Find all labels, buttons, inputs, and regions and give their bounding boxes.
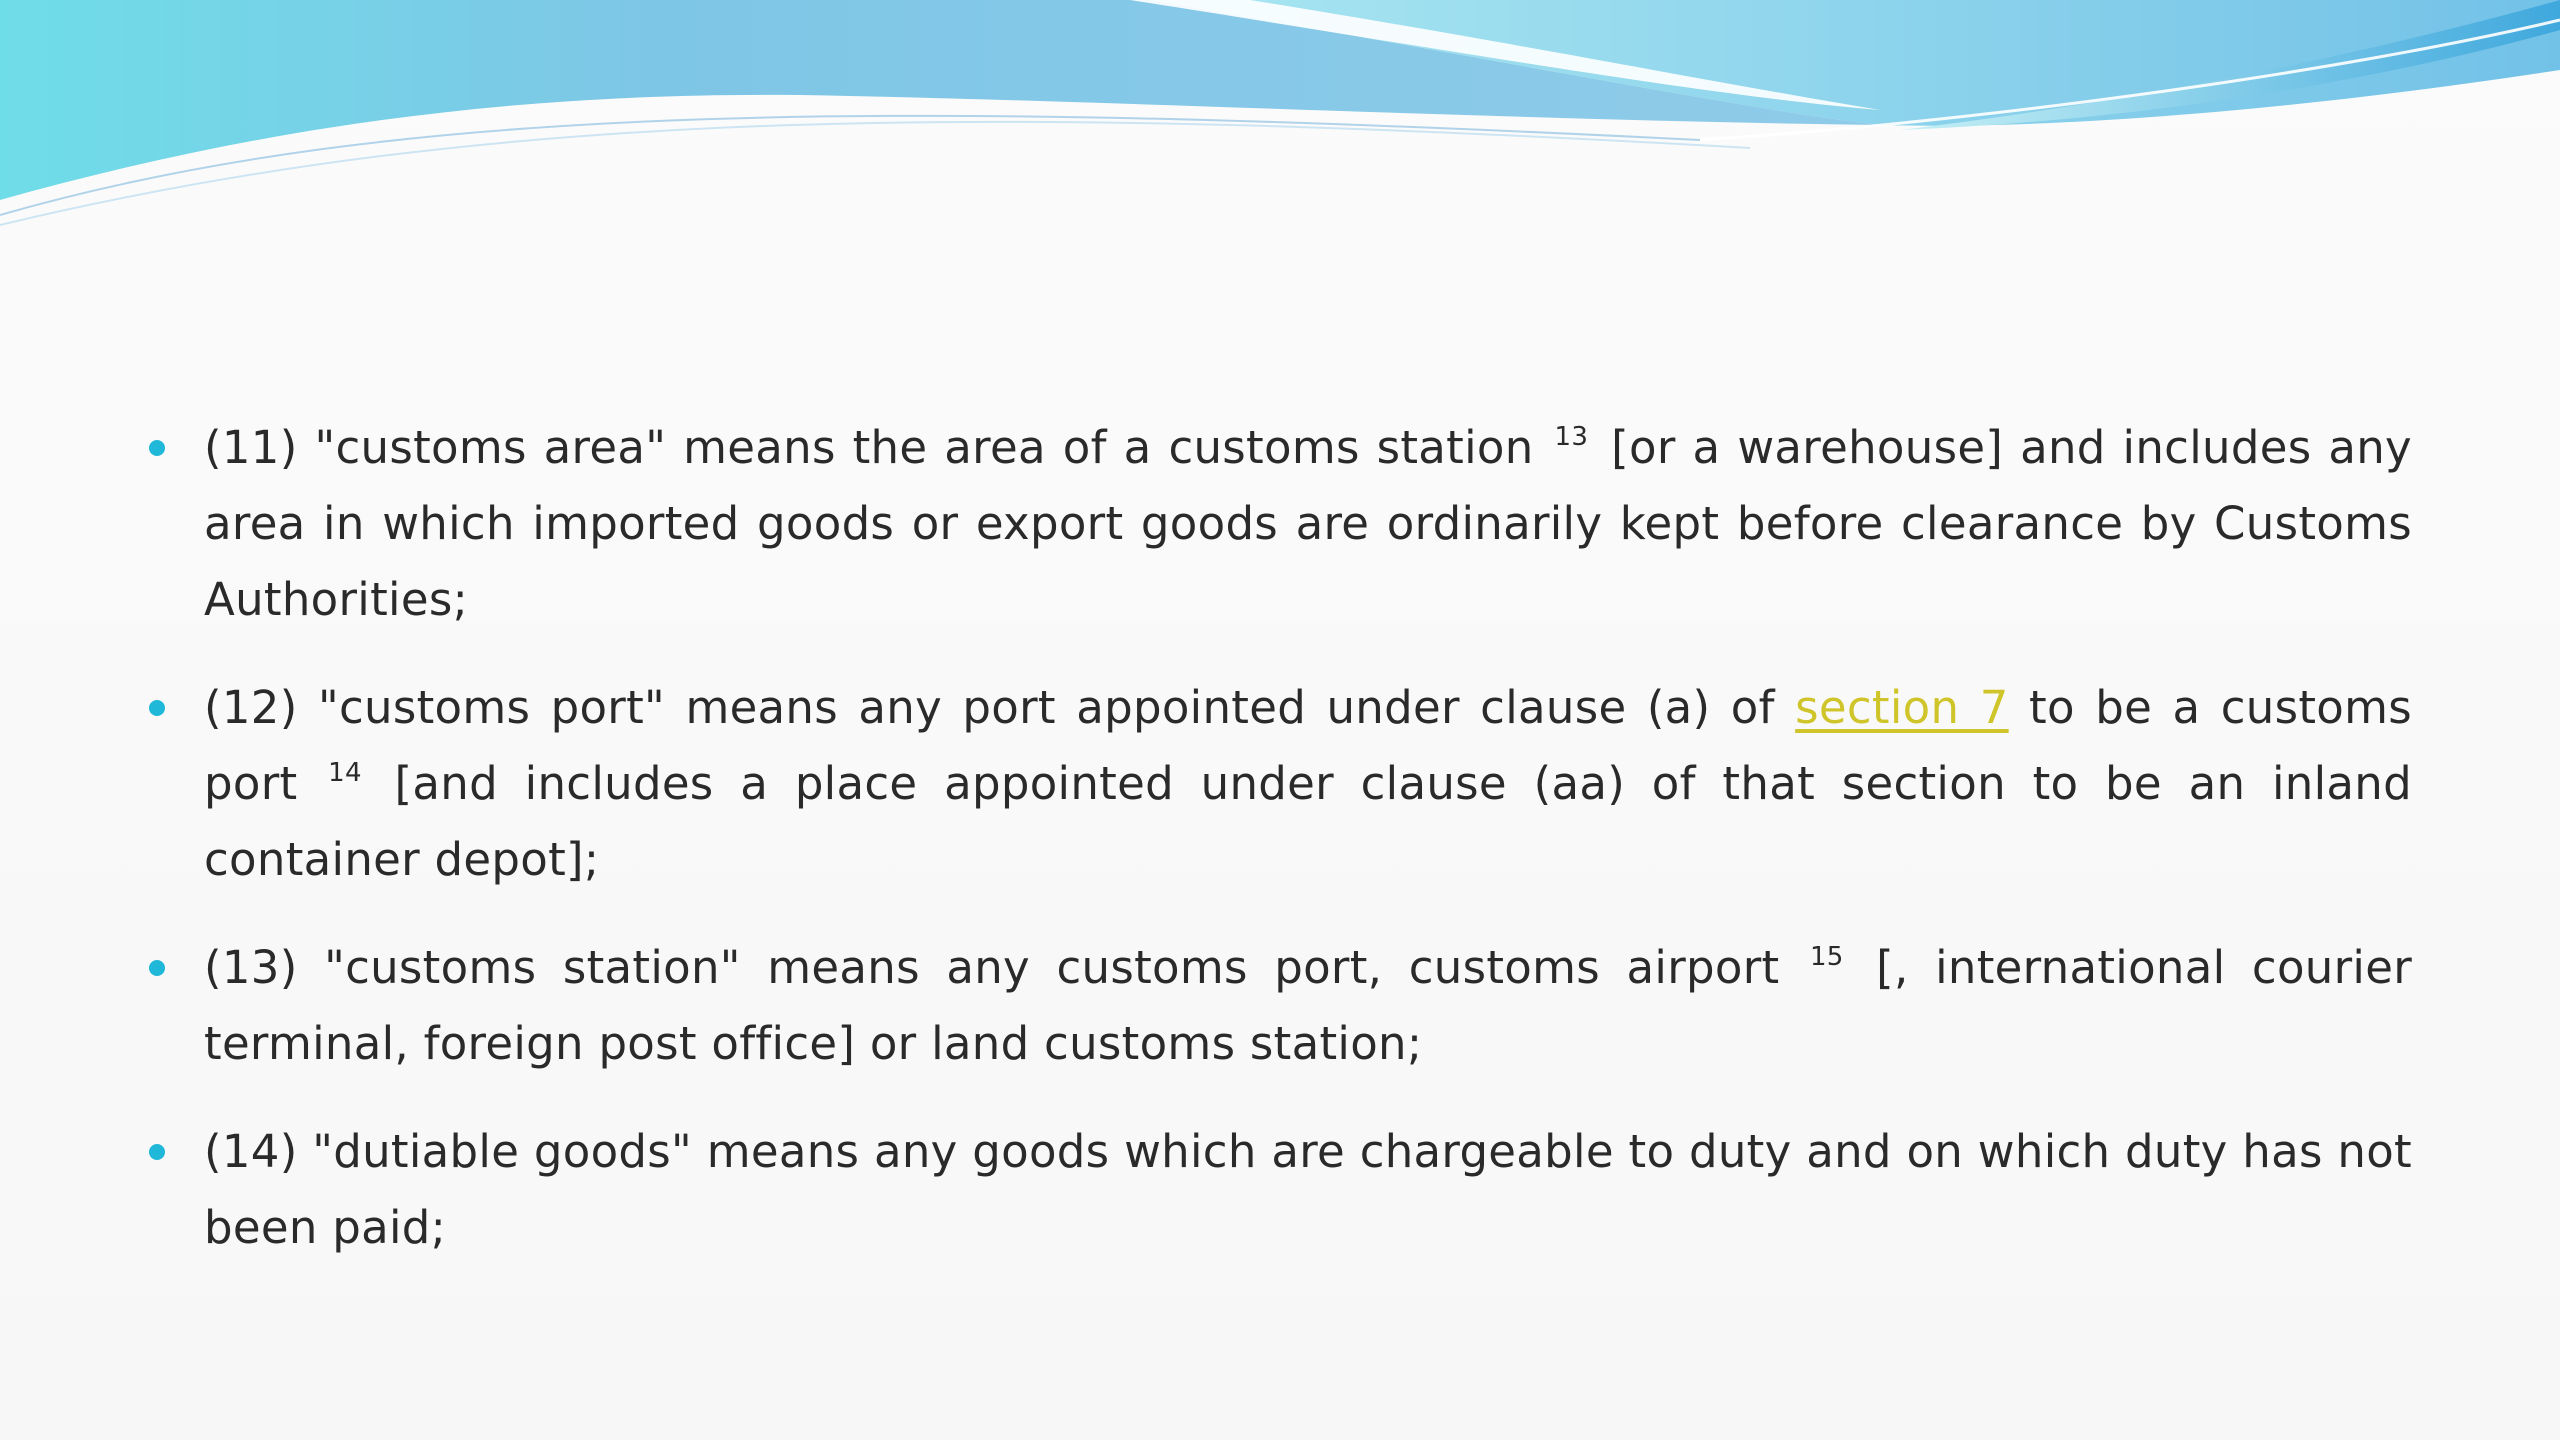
definitions-section [140,410,2412,1298]
bullet-icon [149,440,165,456]
definition-item-13 [140,930,2412,1082]
definition-text: [and includes a place appointed under clause (aa) of that section to be an inland container depot]; [204,757,2412,886]
section-7-link[interactable]: section 7 [1795,681,2009,734]
footnote-marker[interactable]: 13 [1554,422,1589,452]
definition-item-14 [140,1114,2412,1266]
definitions-list [140,410,2412,1266]
definition-text: to be a customs port [204,681,2412,810]
definition-text: (11) "customs area" means the area of a customs station [204,421,1534,474]
definition-item-12 [140,670,2412,898]
header-wave-decoration [0,0,2560,240]
definition-text: [or a warehouse] and includes any area in which imported goods or export goods are ordinarily kept before clearance by Customs Authorities; [204,421,2412,626]
definition-item-11 [140,410,2412,638]
definition-text: [, international courier terminal, foreign post office] or land customs station; [204,941,2412,1070]
bullet-icon [149,700,165,716]
bullet-icon [149,960,165,976]
footnote-marker[interactable]: 14 [328,758,362,788]
footnote-marker[interactable]: 15 [1809,942,1844,972]
definition-text: (13) "customs station" means any customs port, customs airport [204,941,1780,994]
definition-text: (12) "customs port" means any port appointed under clause (a) of [204,681,1775,734]
bullet-icon [149,1144,165,1160]
definition-text: (14) "dutiable goods" means any goods which are chargeable to duty and on which duty has not been paid; [204,1125,2412,1254]
